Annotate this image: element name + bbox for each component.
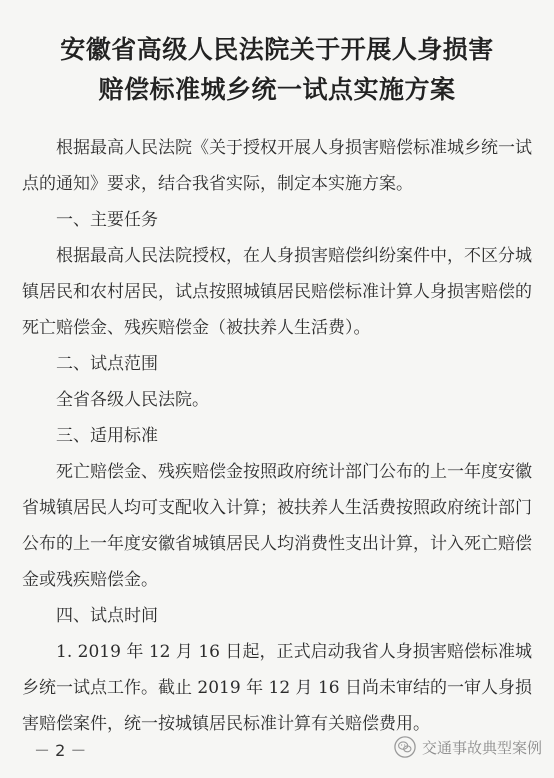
wechat-watermark: [394, 736, 542, 758]
section-3-body: 死亡赔偿金、残疾赔偿金按照政府统计部门公布的上一年度安徽省城镇居民人均可支配收入计算；被扶养人生活费按照政府统计部门公布的上一年度安徽省城镇居民人均消费性支出计算，计入死亡赔偿金或残疾赔偿金。: [22, 462, 532, 590]
section-3-heading: 三、适用标准: [56, 426, 158, 446]
document-title: [22, 30, 532, 110]
watermark-text: 交通事故典型案例: [421, 738, 542, 757]
section-1-body: 根据最高人民法院授权，在人身损害赔偿纠纷案件中，不区分城镇居民和农村居民，试点按照城镇居民赔偿标准计算人身损害赔偿的死亡赔偿金、残疾赔偿金（被扶养人生活费）。: [22, 246, 532, 338]
section-4-body: 1. 2019 年 12 月 16 日起，正式启动我省人身损害赔偿标准城乡统一试点工作。截止 2019 年 12 月 16 日尚未审结的一审人身损害赔偿案件，统一按城镇居民标准计算有关赔偿费用。: [22, 642, 532, 734]
title-line-2: 赔偿标准城乡统一试点实施方案: [98, 75, 456, 104]
intro-paragraph: 根据最高人民法院《关于授权开展人身损害赔偿标准城乡统一试点的通知》要求，结合我省实际，制定本实施方案。: [22, 138, 532, 194]
page-footer: [0, 734, 554, 774]
section-2-body: 全省各级人民法院。: [56, 390, 209, 410]
wechat-icon: [394, 736, 416, 758]
title-line-1: 安徽省高级人民法院关于开展人身损害: [60, 35, 494, 64]
section-1-heading: 一、主要任务: [56, 210, 158, 230]
section-2-heading: 二、试点范围: [56, 354, 158, 374]
section-4-heading: 四、试点时间: [56, 606, 158, 626]
page-number: － 2 －: [34, 741, 87, 760]
